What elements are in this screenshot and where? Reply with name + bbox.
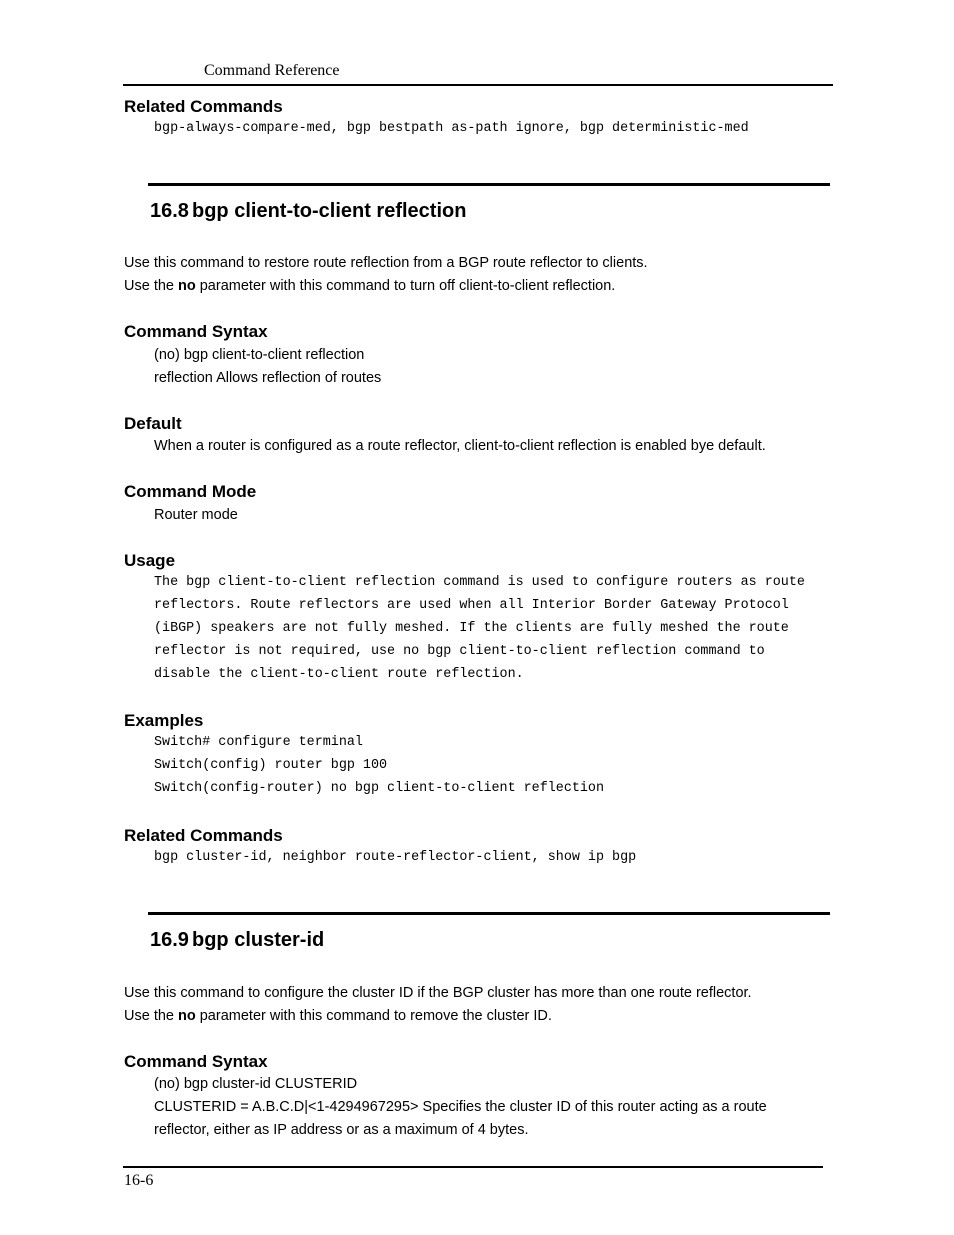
related-commands-text: bgp-always-compare-med, bgp bestpath as-path ignore, bgp deterministic-med	[154, 121, 749, 136]
command-mode-text: Router mode	[154, 507, 238, 523]
examples-heading: Examples	[124, 711, 204, 730]
syntax-line: (no) bgp client-to-client reflection	[154, 347, 365, 363]
footer-rule	[123, 1166, 823, 1168]
syntax-line: CLUSTERID = A.B.C.D|<1-4294967295> Specifies the cluster ID of this router acting as a route	[154, 1099, 767, 1115]
usage-line: The bgp client-to-client reflection command is used to configure routers as route	[154, 575, 805, 590]
related-commands-heading: Related Commands	[124, 826, 283, 845]
example-line: Switch(config-router) no bgp client-to-client reflection	[154, 781, 604, 796]
no-keyword: no	[178, 278, 196, 294]
section-title: bgp cluster-id	[192, 929, 325, 951]
usage-line: reflectors. Route reflectors are used when all Interior Border Gateway Protocol	[154, 598, 789, 613]
command-mode-heading: Command Mode	[124, 482, 257, 501]
usage-line: disable the client-to-client route reflection.	[154, 667, 524, 682]
command-syntax-heading: Command Syntax	[124, 1052, 268, 1071]
section-rule	[148, 912, 830, 915]
section-rule	[148, 183, 830, 186]
page-number: 16-6	[124, 1172, 154, 1189]
syntax-line: (no) bgp cluster-id CLUSTERID	[154, 1076, 358, 1092]
no-keyword: no	[178, 1008, 196, 1024]
usage-line: reflector is not required, use no bgp client-to-client reflection command to	[154, 644, 765, 659]
usage-line: (iBGP) speakers are not fully meshed. If the clients are fully meshed the route	[154, 621, 789, 636]
default-heading: Default	[124, 414, 182, 433]
section-number: 16.9	[150, 929, 189, 951]
example-line: Switch# configure terminal	[154, 735, 363, 750]
command-syntax-heading: Command Syntax	[124, 322, 268, 341]
description-line: Use the no parameter with this command to turn off client-to-client reflection.	[124, 278, 616, 294]
running-header: Command Reference	[204, 62, 340, 79]
syntax-line: reflector, either as IP address or as a maximum of 4 bytes.	[154, 1122, 529, 1138]
usage-heading: Usage	[124, 551, 176, 570]
header-rule	[123, 84, 833, 86]
section-number: 16.8	[150, 200, 189, 222]
default-text: When a router is configured as a route reflector, client-to-client reflection is enabled bye default.	[154, 438, 766, 454]
section-heading	[150, 200, 466, 223]
related-commands-heading: Related Commands	[124, 97, 283, 116]
description-line: Use this command to configure the cluster ID if the BGP cluster has more than one route reflector.	[124, 985, 752, 1001]
related-commands-text: bgp cluster-id, neighbor route-reflector-client, show ip bgp	[154, 850, 637, 865]
section-heading	[150, 929, 324, 952]
syntax-line: reflection Allows reflection of routes	[154, 370, 382, 386]
section-title: bgp client-to-client reflection	[192, 200, 467, 222]
description-line: Use the no parameter with this command to remove the cluster ID.	[124, 1008, 552, 1024]
description-line: Use this command to restore route reflection from a BGP route reflector to clients.	[124, 255, 648, 271]
example-line: Switch(config) router bgp 100	[154, 758, 388, 773]
